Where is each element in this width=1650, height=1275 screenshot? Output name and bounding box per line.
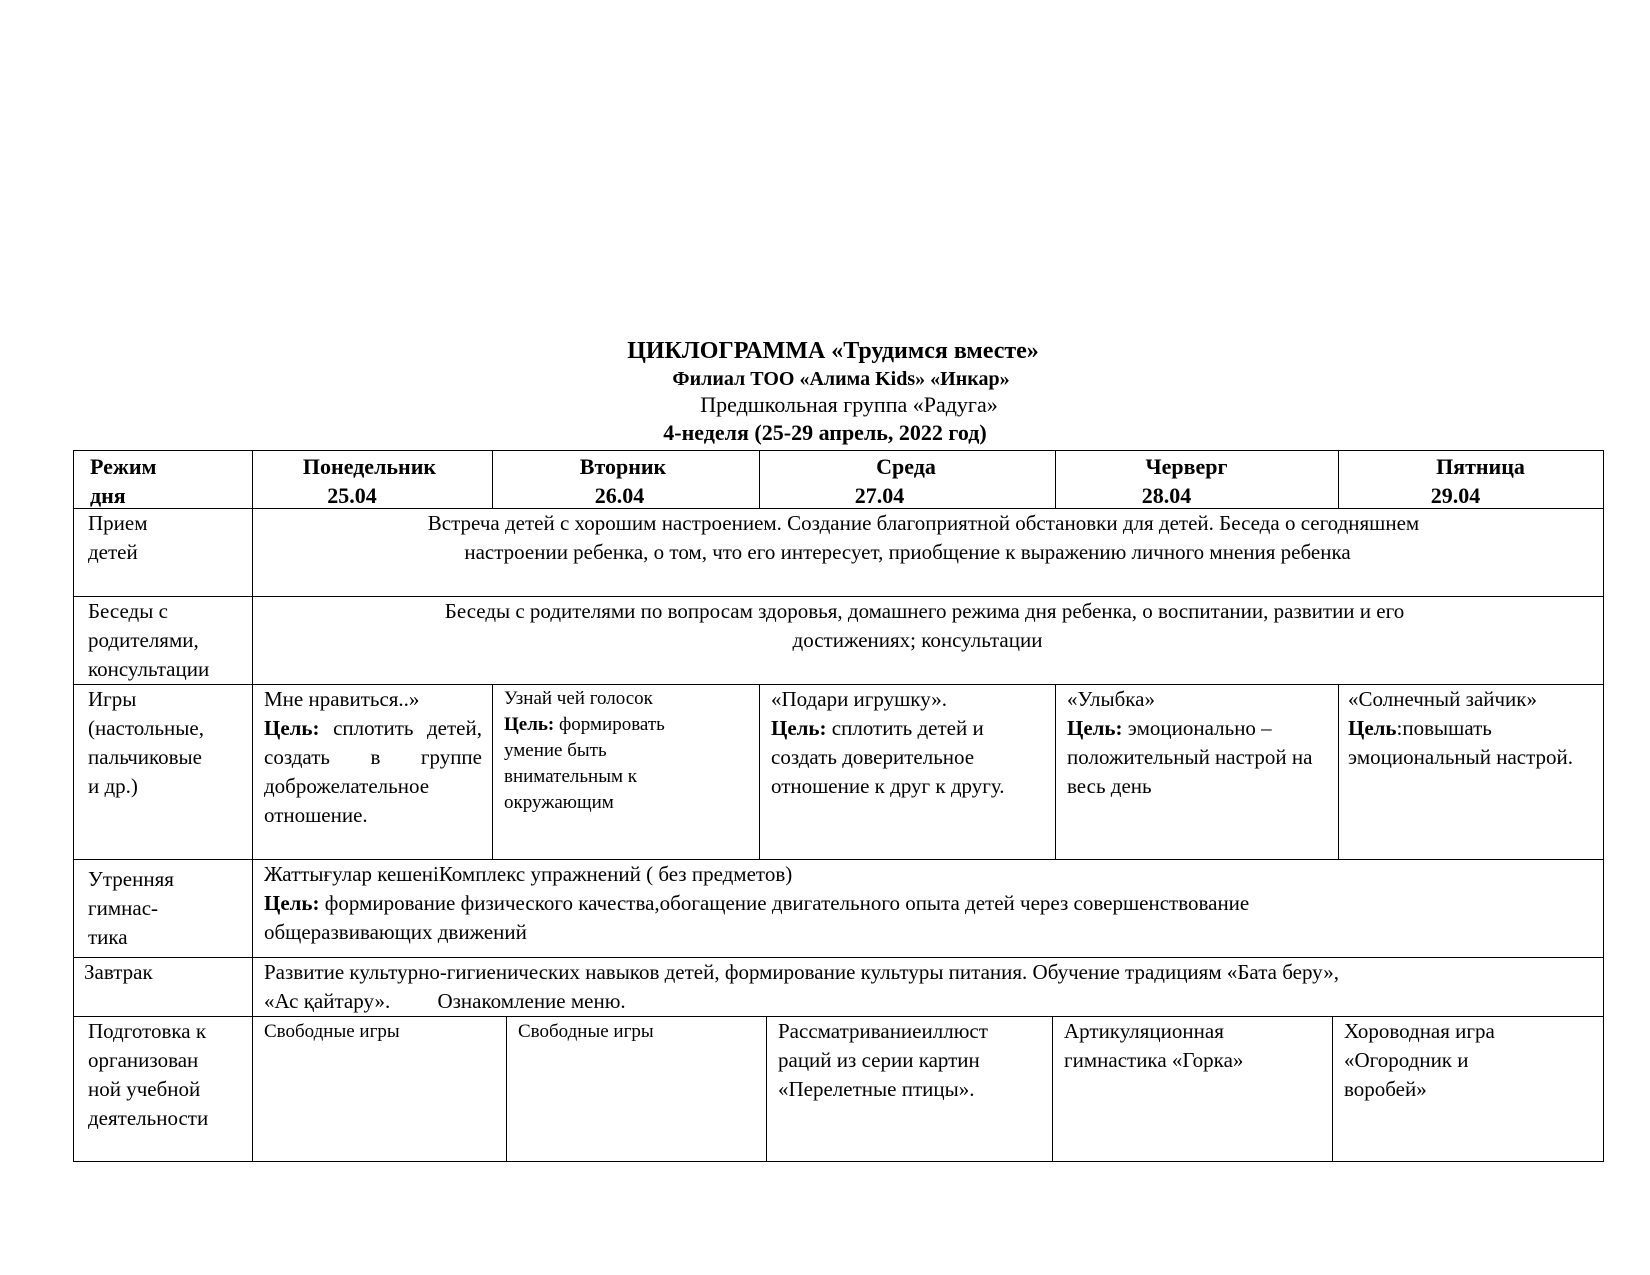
row-label-line: тика	[88, 925, 128, 949]
table-border-bottom	[73, 1161, 1603, 1162]
preparation-friday	[1344, 1017, 1495, 1104]
game-goal	[1067, 714, 1329, 801]
page-title: ЦИКЛОГРАММА «Трудимся вместе»	[627, 338, 1039, 364]
goal-word: Цель	[1348, 716, 1397, 740]
regime-header-line: дня	[90, 483, 126, 508]
activity-line: Артикуляционная	[1064, 1019, 1224, 1043]
column-divider	[492, 684, 493, 859]
gymnastics-label	[88, 865, 174, 952]
day-date: 29.04	[1430, 483, 1481, 508]
day-date: 25.04	[327, 483, 377, 508]
goal-word: Цель:	[1067, 716, 1123, 740]
column-divider	[1332, 1016, 1333, 1161]
goal-text: сплотить детей, создать в группе доброжелательное отношение.	[264, 716, 482, 827]
reception-label	[88, 509, 148, 567]
day-name: Черверг	[1145, 454, 1228, 479]
breakfast-line: «Ас қайтару». Ознакомление меню.	[264, 989, 626, 1013]
table-border-top	[73, 450, 1603, 451]
column-divider	[1055, 684, 1056, 859]
row-label-line: пальчиковые	[88, 745, 202, 769]
game-title: Мне нравиться..»	[264, 687, 420, 711]
regime-header-line: Режим	[90, 454, 157, 479]
games-label	[88, 685, 204, 801]
column-divider	[766, 1016, 767, 1161]
column-divider	[759, 684, 760, 859]
table-border-right	[1603, 450, 1604, 1162]
activity-line: «Огородник и	[1344, 1048, 1469, 1072]
column-divider	[506, 1016, 507, 1161]
goal-text: :повышать эмоциональный настрой.	[1348, 716, 1574, 769]
branch-name: Филиал ТОО «Алима Kids» «Инкар»	[672, 368, 1010, 390]
day-date: 28.04	[1141, 483, 1192, 508]
game-title: «Солнечный зайчик»	[1348, 687, 1537, 711]
breakfast-text	[264, 958, 1339, 1016]
row-text-line: Беседы с родителями по вопросам здоровья, домашнего режима дня ребенка, о воспитании, развитии и его	[444, 599, 1405, 623]
game-goal	[264, 714, 482, 830]
game-goal	[1348, 714, 1598, 772]
activity-line: Свободные игры	[264, 1021, 400, 1042]
game-goal	[771, 714, 1043, 801]
goal-text: сплотить детей и создать доверительное отношение к друг к другу.	[771, 716, 1005, 798]
column-divider	[1338, 684, 1339, 859]
row-label-line: ной учебной	[88, 1077, 201, 1101]
preparation-wednesday	[778, 1017, 988, 1104]
row-text-line: настроении ребенка, о том, что его интересует, приобщение к выражению личного мнения ребенка	[464, 540, 1351, 564]
row-label-line: (настольные,	[88, 716, 204, 740]
goal-text: формирование физического качества,обогащение двигательного опыта детей через совершенствование	[324, 891, 1250, 915]
goal-word: Цель:	[771, 716, 827, 740]
preparation-thursday	[1064, 1017, 1243, 1075]
group-name: Предшкольная группа «Радуга»	[700, 392, 998, 417]
row-text-line: Встреча детей с хорошим настроением. Создание благоприятной обстановки для детей. Беседа о сегодняшнем	[427, 511, 1420, 535]
games-tuesday	[504, 686, 716, 816]
row-label-line: Утренняя	[88, 867, 174, 891]
goal-word: Цель:	[264, 891, 320, 915]
gymnastics-line: общеразвивающих движений	[264, 920, 527, 944]
day-name: Вторник	[579, 454, 667, 479]
column-divider	[1052, 1016, 1053, 1161]
day-name: Понедельник	[302, 454, 437, 479]
gymnastics-text	[264, 860, 1249, 947]
activity-line: Рассматриваниеиллюст	[778, 1019, 988, 1043]
activity-line: «Перелетные птицы».	[778, 1077, 975, 1101]
row-label-line: деятельности	[88, 1106, 209, 1130]
row-label-line: Подготовка к	[88, 1019, 207, 1043]
row-label-line: детей	[88, 540, 138, 564]
gymnastics-line: Жаттығулар кешеніКомплекс упражнений ( без предметов)	[264, 862, 793, 886]
parents-label	[88, 597, 209, 684]
row-label-line: Прием	[88, 511, 148, 535]
day-date: 27.04	[854, 483, 905, 508]
reception-text	[252, 509, 1603, 567]
row-label-line: Игры	[88, 687, 137, 711]
row-label-line: гимнас-	[88, 896, 159, 920]
table-border-left	[73, 450, 74, 1162]
game-title: «Подари игрушку».	[771, 687, 947, 711]
row-label-line: и др.)	[88, 774, 138, 798]
gymnastics-goal	[264, 889, 1249, 918]
row-label-line: Беседы с	[88, 599, 168, 623]
row-label-line: организован	[88, 1048, 199, 1072]
row-label-line: родителями,	[88, 628, 199, 652]
games-monday	[264, 685, 482, 830]
row-label-line: консультации	[88, 657, 210, 681]
goal-word: Цель:	[504, 714, 555, 735]
goal-word: Цель:	[264, 716, 320, 740]
parents-text	[252, 597, 1603, 655]
games-friday	[1348, 685, 1598, 772]
week-range: 4-неделя (25-29 апрель, 2022 год)	[663, 420, 987, 445]
goal-text: формировать умение быть внимательным к окружающим	[504, 714, 665, 813]
day-name: Пятница	[1436, 454, 1525, 479]
game-title: «Улыбка»	[1067, 687, 1155, 711]
preparation-monday	[264, 1019, 400, 1045]
activity-line: Хороводная игра	[1344, 1019, 1495, 1043]
activity-line: гимнастика «Горка»	[1064, 1048, 1244, 1072]
breakfast-label: Завтрак	[84, 960, 153, 984]
preparation-label	[88, 1017, 208, 1133]
games-wednesday	[771, 685, 1043, 801]
activity-line: Свободные игры	[518, 1021, 654, 1042]
activity-line: воробей»	[1344, 1077, 1427, 1101]
game-goal	[504, 712, 716, 816]
activity-line: раций из серии картин	[778, 1048, 980, 1072]
day-name: Среда	[876, 454, 936, 479]
row-text-line: достижениях; консультации	[792, 628, 1043, 652]
day-header-friday	[1338, 452, 1603, 510]
day-date: 26.04	[594, 483, 645, 508]
goal-text: эмоционально – положительный настрой на весь день	[1067, 716, 1313, 798]
regime-header	[90, 452, 157, 510]
games-thursday	[1067, 685, 1329, 801]
preparation-tuesday	[518, 1019, 654, 1045]
breakfast-line: Развитие культурно-гигиенических навыков детей, формирование культуры питания. Обучение традициям «Бата беру»,	[264, 960, 1339, 984]
game-title: Узнай чей голосок	[504, 688, 653, 709]
day-header-thursday	[1055, 452, 1338, 510]
day-header-monday	[252, 452, 492, 510]
